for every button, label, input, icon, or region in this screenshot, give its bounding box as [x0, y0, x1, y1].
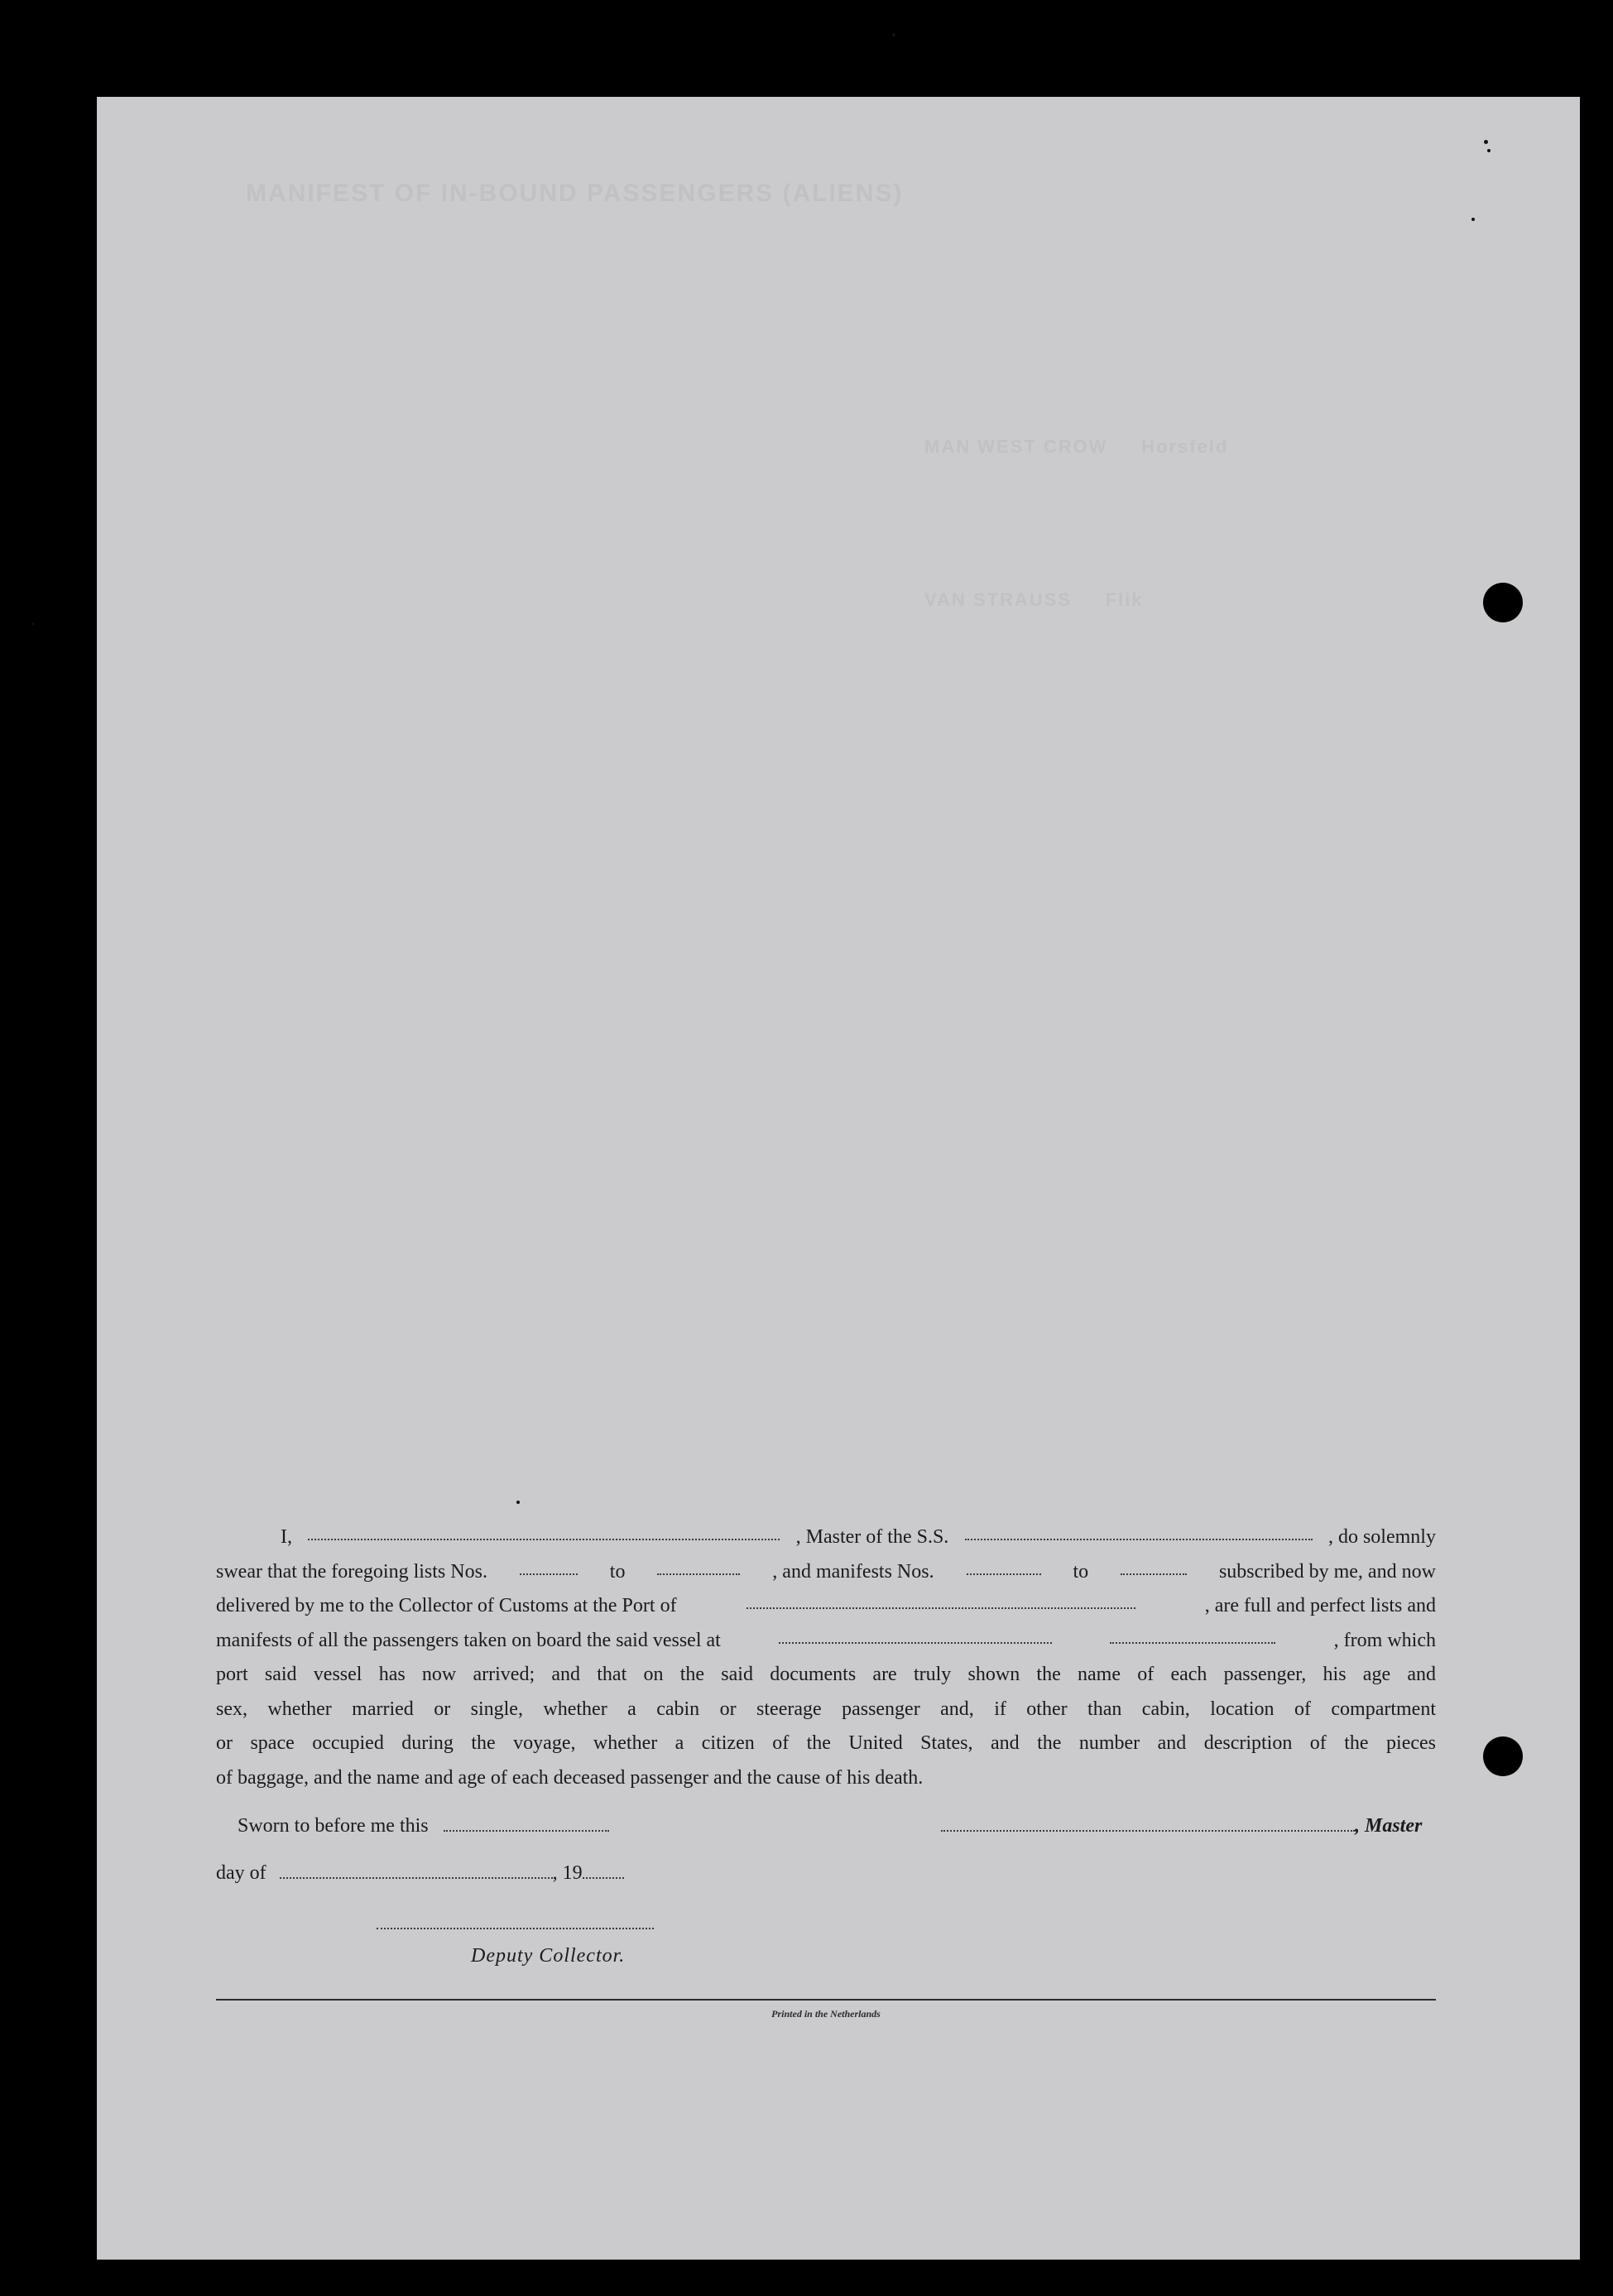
oath-line: [216, 1520, 1436, 1555]
oath-text: , from which: [1333, 1629, 1436, 1651]
oath-line: [216, 1727, 1436, 1761]
bleed-through-heading: MANIFEST OF IN-BOUND PASSENGERS (ALIENS): [246, 180, 904, 207]
list-to-field[interactable]: [657, 1555, 740, 1575]
oath-line: [216, 1589, 1436, 1624]
oath-text: to: [1073, 1560, 1089, 1583]
oath-line: [216, 1624, 1436, 1659]
deputy-signature-field[interactable]: [377, 1909, 654, 1935]
bleed-through-text: MAN WEST CROW Horsfeld: [924, 436, 1229, 457]
deputy-collector-label: Deputy Collector.: [471, 1945, 626, 1967]
oath-text: I,: [281, 1526, 292, 1548]
sworn-line: [238, 1812, 609, 1837]
ship-name-field[interactable]: [965, 1520, 1313, 1540]
oath-text: , Master of the S.S.: [795, 1526, 949, 1548]
master-signature-field[interactable]: [941, 1812, 1355, 1832]
sworn-day-field[interactable]: [444, 1812, 609, 1832]
oath-text: , and manifests Nos.: [772, 1560, 934, 1583]
date-line: [216, 1859, 624, 1885]
oath-text: swear that the foregoing lists Nos.: [216, 1560, 487, 1583]
oath-line: [216, 1761, 1436, 1796]
month-field[interactable]: [280, 1859, 553, 1879]
oath-text: , are full and perfect lists and: [1204, 1595, 1436, 1616]
oath-text: sex, whether married or single, whether a cabin or steerage passenger and, if other than cabin, location of compartment: [216, 1698, 1436, 1720]
oath-text: to: [609, 1560, 626, 1583]
oath-text: or space occupied during the voyage, whether a citizen of the United States, and the number and description of the pieces: [216, 1732, 1436, 1754]
master-signature-line: [941, 1812, 1422, 1837]
oath-text: manifests of all the passengers taken on board the said vessel at: [216, 1629, 721, 1651]
master-label: , Master: [1355, 1815, 1423, 1837]
list-from-field[interactable]: [520, 1555, 578, 1575]
oath-line: [216, 1658, 1436, 1693]
oath-text: , do solemnly: [1327, 1526, 1436, 1548]
speck: [1471, 218, 1475, 221]
year-field[interactable]: [583, 1859, 624, 1879]
oath-paragraph: [216, 1520, 1436, 1795]
embark-port-field-a[interactable]: [779, 1624, 1052, 1644]
speck: [31, 622, 34, 625]
port-field[interactable]: [746, 1589, 1135, 1609]
oath-text: port said vessel has now arrived; and that on the said documents are truly shown the name of each passenger, his age and: [216, 1664, 1436, 1685]
oath-text: delivered by me to the Collector of Customs at the Port of: [216, 1595, 677, 1616]
punch-hole-bottom: [1483, 1736, 1523, 1776]
embark-port-field-b[interactable]: [1110, 1624, 1275, 1644]
oath-line: [216, 1555, 1436, 1590]
day-of-label: day of: [216, 1862, 266, 1884]
printed-in-label: Printed in the Netherlands: [771, 2008, 881, 2020]
bleed-through-text: VAN STRAUSS Flik: [924, 589, 1144, 610]
oath-line: [216, 1693, 1436, 1727]
speck: [516, 1501, 520, 1504]
manifest-to-field[interactable]: [1121, 1555, 1187, 1575]
speck: [892, 33, 895, 36]
document-page: [97, 97, 1580, 2260]
oath-text: of baggage, and the name and age of each deceased passenger and the cause of his death.: [216, 1766, 924, 1789]
speck: [1484, 140, 1488, 144]
master-name-field[interactable]: [308, 1520, 780, 1540]
manifest-from-field[interactable]: [967, 1555, 1041, 1575]
footer-rule: [216, 1999, 1436, 2001]
year-prefix: , 19: [552, 1862, 583, 1884]
speck: [1487, 149, 1491, 152]
sworn-label: Sworn to before me this: [238, 1815, 429, 1837]
punch-hole-top: [1483, 583, 1523, 622]
oath-text: subscribed by me, and now: [1218, 1560, 1436, 1583]
